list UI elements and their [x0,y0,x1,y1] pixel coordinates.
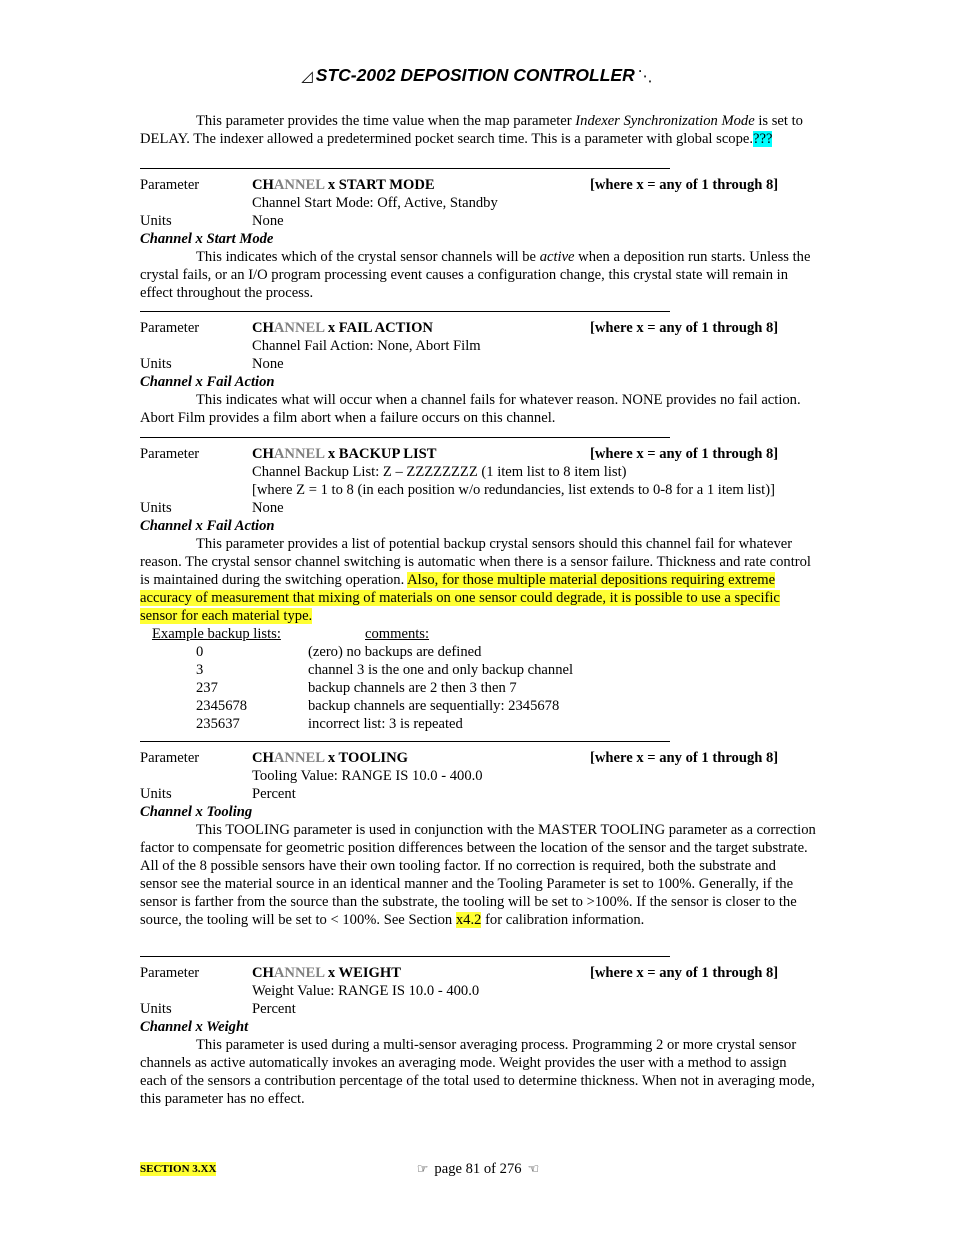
example-row [140,697,816,715]
triangle-icon: ◿ [301,68,313,85]
param-name: CHANNEL x FAIL ACTION [252,320,433,336]
section-title: Channel x Start Mode [140,231,274,247]
param-scope: [where x = any of 1 through 8] [590,965,779,981]
param-label: Parameter [140,446,200,462]
param-name: CHANNEL x TOOLING [252,750,408,766]
section-title: Channel x Fail Action [140,518,275,534]
param-scope: [where x = any of 1 through 8] [590,320,779,336]
units-value: None [252,356,284,372]
section-body: This parameter is used during a multi-sensor averaging process. Programming 2 or more crystal sensor channels as active automatically invokes an averaging mode. Weight provides the user with a method to assign each of the sensors a contribution percentage of the total used to determine thickness. When not in averaging mode, this parameter has no effect. [140,1037,815,1107]
param-start-mode [140,168,816,302]
section-body: This parameter provides a list of potential backup crystal sensors should this channel fail for whatever reason. The crystal sensor channel switching is automatic when there is a sensor failure. Thickness and rate control is maintained during the switching operation. Also, for those multiple material depositions requiring extreme accuracy of measurement that mixing of materials on one sensor could degrade, it is possible to use a specific sensor for each material type. [140,536,811,624]
param-label: Parameter [140,320,200,336]
example-comment: incorrect list: 3 is repeated [308,716,463,732]
param-label: Parameter [140,750,200,766]
param-desc: Channel Start Mode: Off, Active, Standby [252,195,498,211]
example-comment: backup channels are sequentially: 2345678 [308,698,560,714]
param-desc: Weight Value: RANGE IS 10.0 - 400.0 [252,983,480,999]
param-desc: Tooling Value: RANGE IS 10.0 - 400.0 [252,768,483,784]
units-label: Units [140,213,172,229]
param-tooling [140,741,816,929]
example-list: 235637 [196,716,240,732]
param-label: Parameter [140,965,200,981]
example-comment: channel 3 is the one and only backup channel [308,662,574,678]
param-scope: [where x = any of 1 through 8] [590,177,779,193]
highlight-question: ??? [753,131,773,147]
example-list: 0 [196,644,204,660]
diagonal-lines-icon: ⋱ [637,68,653,85]
example-row [140,679,816,697]
param-name: CHANNEL x START MODE [252,177,435,193]
param-backup-list [140,437,816,733]
units-label: Units [140,786,172,802]
highlight-text: Also, for those multiple material depositions requiring extreme accuracy of measurement that mixing of materials on one sensor could degrade, it is possible to use a specific sensor for each material type. [140,572,780,624]
intro-paragraph [140,112,816,148]
param-name: CHANNEL x WEIGHT [252,965,401,981]
param-name: CHANNEL x BACKUP LIST [252,446,437,462]
example-row [140,715,816,733]
units-label: Units [140,500,172,516]
document-title: STC-2002 DEPOSITION CONTROLLER [315,65,635,85]
intro-text: This parameter provides the time value when the map parameter [196,113,576,129]
page-number: ☞ page 81 of 276 ☜ [416,1161,540,1177]
example-list: 2345678 [196,698,248,714]
example-list: 237 [196,680,218,696]
examples-list [140,643,816,733]
section-label: SECTION 3.XX [140,1163,217,1175]
param-fail-action [140,311,816,427]
examples-header: Example backup lists: comments: [152,626,430,642]
param-scope: [where x = any of 1 through 8] [590,750,779,766]
example-comment: (zero) no backups are defined [308,644,482,660]
units-value: Percent [252,786,296,802]
page-footer [140,1160,816,1180]
example-row [140,643,816,661]
section-body: This indicates what will occur when a channel fails for whatever reason. NONE provides no fail action. Abort Film provides a film abort when a failure occurs on this channel. [140,392,801,426]
example-list: 3 [196,662,204,678]
units-label: Units [140,356,172,372]
section-title: Channel x Weight [140,1019,249,1035]
intro-italic: Indexer Synchronization Mode [575,113,755,129]
section-body: This TOOLING parameter is used in conjunction with the MASTER TOOLING parameter as a correction factor to compensate for geometric position differences between the location of the sensor and the target substrate. All of the 8 possible sensors have their own tooling factor. If no correction is required, both the substrate and sensor see the material source in an identical manner and the Tooling Parameter is set to 100%. Generally, if the sensor is farther from the source than the substrate, the tooling will be set to >100%. If the sensor is closer to the source, the tooling will be set to < 100%. See Section x4.2 for calibration information. [140,822,816,928]
param-desc-2: [where Z = 1 to 8 (in each position w/o redundancies, list extends to 0-8 for a 1 item list)] [252,482,775,498]
param-weight [140,956,816,1108]
example-comment: backup channels are 2 then 3 then 7 [308,680,517,696]
units-value: Percent [252,1001,296,1017]
param-desc: Channel Backup List: Z – ZZZZZZZZ (1 item list to 8 item list) [252,464,627,480]
section-title: Channel x Tooling [140,804,253,820]
page-header [0,66,954,86]
units-label: Units [140,1001,172,1017]
example-row [140,661,816,679]
param-desc: Channel Fail Action: None, Abort Film [252,338,481,354]
units-value: None [252,500,284,516]
param-scope: [where x = any of 1 through 8] [590,446,779,462]
hand-right-icon: ☞ [416,1162,429,1177]
section-title: Channel x Fail Action [140,374,275,390]
hand-left-icon: ☜ [527,1162,540,1177]
param-label: Parameter [140,177,200,193]
section-link: x4.2 [455,912,482,928]
intro-text-b: is set to DELAY. The indexer allowed a predetermined pocket search time. This is a parameter with global scope. [140,113,803,147]
section-body: This indicates which of the crystal sensor channels will be active when a deposition run starts. Unless the crystal fails, or an I/O program processing event causes a configuration change, this crystal state will remain in effect throughout the process. [140,249,811,301]
units-value: None [252,213,284,229]
